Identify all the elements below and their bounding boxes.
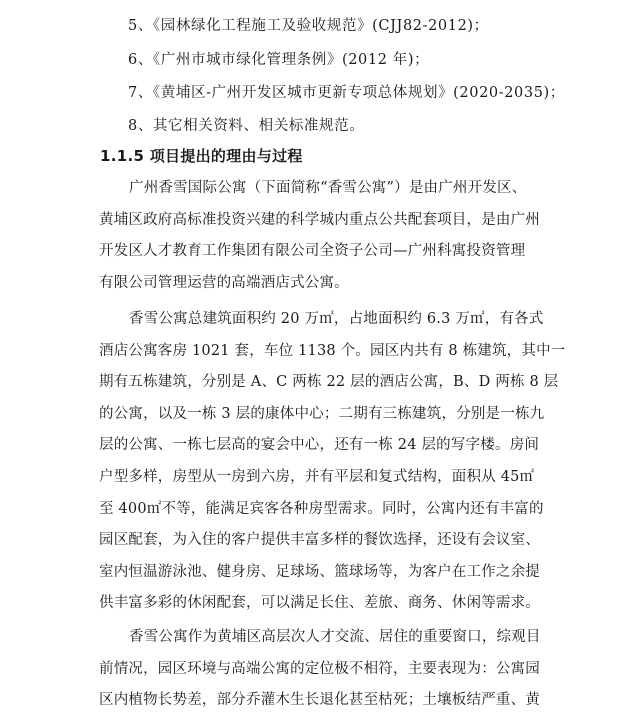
section-heading: 1.1.5 项目提出的理由与过程 — [100, 147, 303, 165]
paragraph-line: 室内恒温游泳池、健身房、足球场、篮球场等，为客户在工作之余提 — [99, 563, 540, 580]
paragraph-3 — [99, 622, 541, 717]
paragraph-line: 香雪公寓作为黄埔区高层次人才交流、居住的重要窗口，综观目 — [129, 629, 541, 645]
reference-item-7: 7、《黄埔区-广州开发区城市更新专项总体规划》(2020-2035)； — [128, 85, 565, 101]
paragraph-line: 的公寓，以及一栋 3 层的康体中心；二期有三栋建筑，分别是一栋九 — [99, 405, 545, 422]
paragraph-line: 黄埔区政府高标准投资兴建的科学城内重点公共配套项目，是由广州 — [99, 211, 540, 228]
reference-item-6: 6、《广州市城市绿化管理条例》(2012 年)； — [128, 52, 430, 68]
paragraph-line: 层的公寓、一栋七层高的宴会中心，还有一栋 24 层的写字楼。房间 — [99, 437, 540, 454]
paragraph-line: 香雪公寓总建筑面积约 20 万㎡，占地面积约 6.3 万㎡，有各式 — [129, 311, 544, 327]
paragraph-2 — [99, 304, 566, 620]
paragraph-line: 区内植物长势差，部分乔灌木生长退化甚至枯死；土壤板结严重、黄 — [99, 692, 540, 709]
paragraph-line: 前情况，园区环境与高端公寓的定位极不相符，主要表现为：公寓园 — [99, 660, 540, 677]
paragraph-1 — [99, 173, 540, 299]
reference-item-5: 5、《园林绿化工程施工及验收规范》(CJJ82-2012)； — [128, 18, 489, 34]
reference-item-8: 8、其它相关资料、相关标准规范。 — [128, 118, 365, 134]
paragraph-line: 户型多样，房型从一房到六房，并有平层和复式结构，面积从 45㎡ — [99, 468, 535, 485]
paragraph-line: 期有五栋建筑，分别是 A、C 两栋 22 层的酒店公寓，B、D 两栋 8 层 — [99, 374, 559, 391]
paragraph-line: 开发区人才教育工作集团有限公司全资子公司—广州科寓投资管理 — [99, 243, 526, 260]
paragraph-line: 广州香雪国际公寓（下面简称“香雪公寓”）是由广州开发区、 — [129, 180, 527, 196]
paragraph-line: 园区配套，为入住的客户提供丰富多样的餐饮选择，还设有会议室、 — [99, 532, 540, 549]
paragraph-line: 酒店公寓客房 1021 套，车位 1138 个。园区内共有 8 栋建筑，其中一 — [99, 342, 566, 359]
paragraph-line: 至 400㎡不等，能满足宾客各种房型需求。同时，公寓内还有丰富的 — [99, 500, 544, 517]
paragraph-line: 供丰富多彩的休闲配套，可以满足长住、差旅、商务、休闲等需求。 — [99, 595, 540, 612]
paragraph-line: 有限公司管理运营的高端酒店式公寓。 — [99, 274, 349, 291]
